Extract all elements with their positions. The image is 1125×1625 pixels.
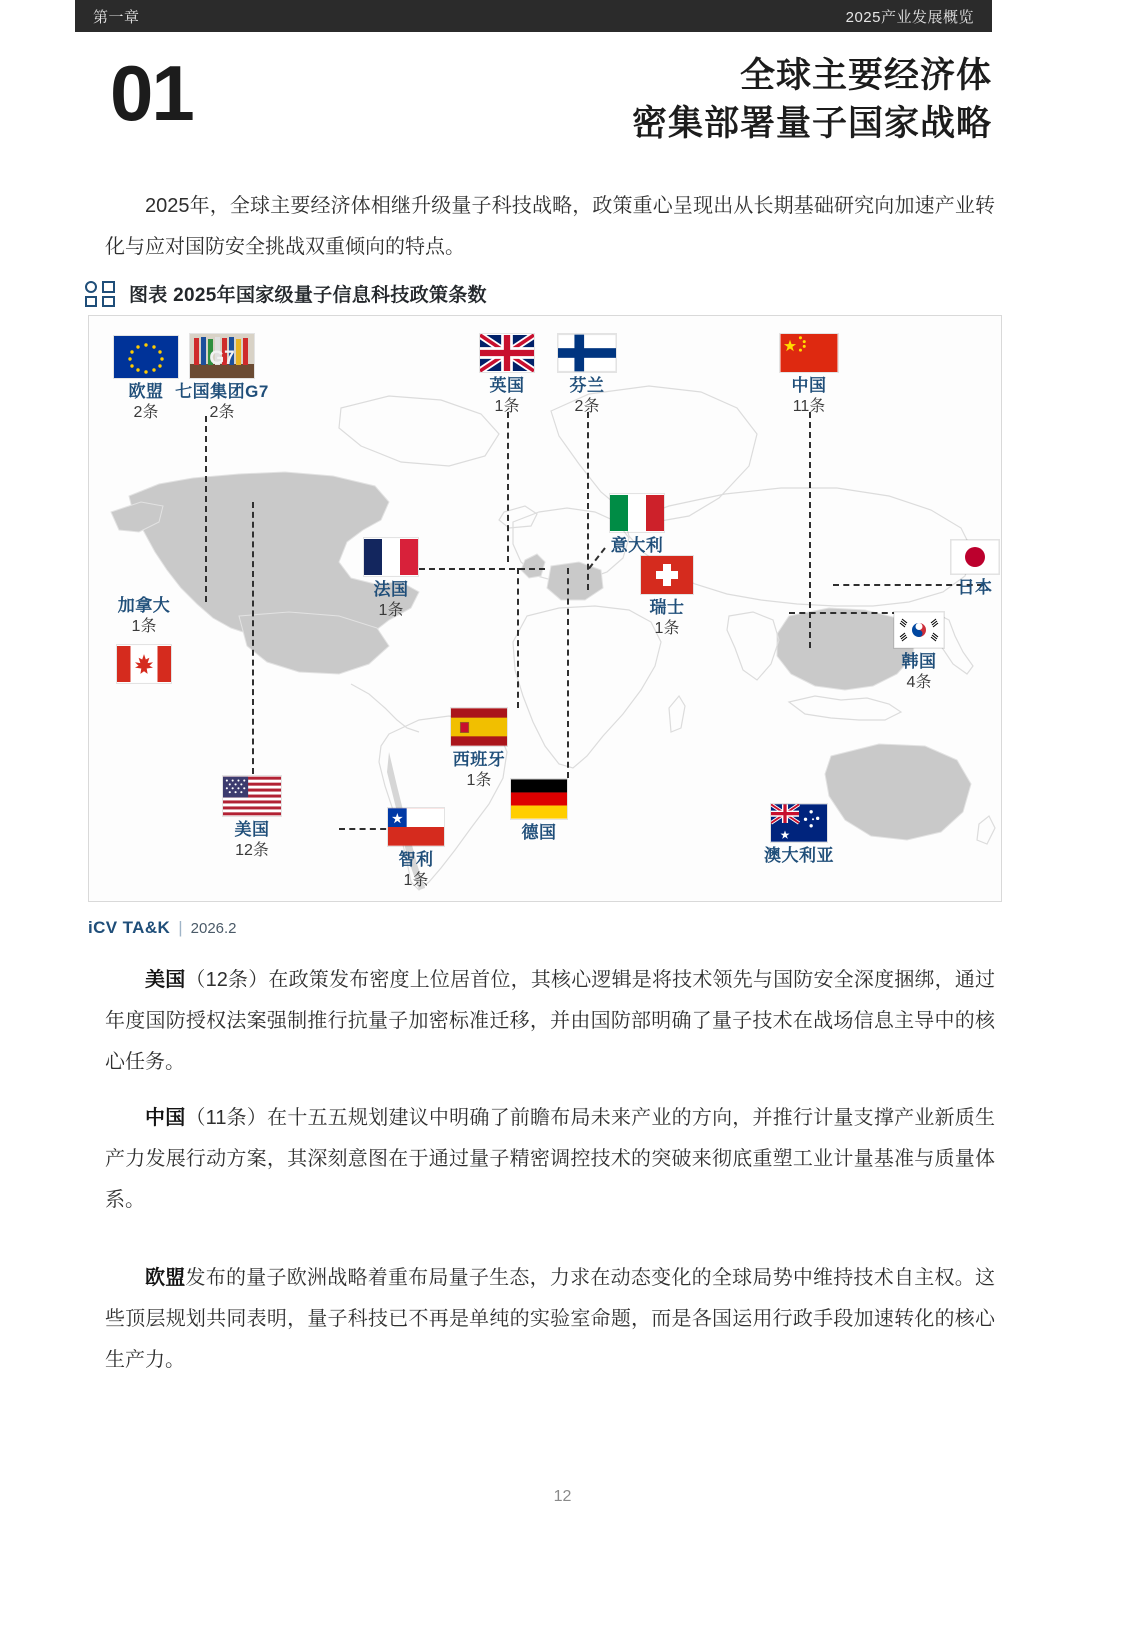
running-header <box>75 0 992 32</box>
china-flag <box>780 334 838 372</box>
map-marker-france[interactable] <box>321 538 461 621</box>
map-marker-japan[interactable] <box>905 540 1002 599</box>
chart-grid-icon <box>85 281 115 307</box>
map-marker-count: 2条 <box>209 403 235 421</box>
body-paragraph-usa <box>105 960 995 1083</box>
map-marker-label: 德国 <box>521 823 557 842</box>
map-marker-label: 西班牙 <box>452 750 506 769</box>
finland-flag <box>558 334 616 372</box>
france-flag <box>364 538 418 576</box>
map-marker-label: 澳大利亚 <box>764 846 834 865</box>
leader-line-canada <box>205 416 207 602</box>
map-marker-label: 加拿大 <box>117 596 171 615</box>
map-marker-label: 欧盟 <box>128 382 164 401</box>
g7-flag <box>190 334 254 378</box>
map-marker-label: 芬兰 <box>569 376 605 395</box>
body-paragraph-china-text: （11条）在十五五规划建议中明确了前瞻布局未来产业的方向，并推行计量支撑产业新质生产力发展行动方案，其深刻意图在于通过量子精密调控技术的突破来彻底重塑工业计量基准与质量体系。 <box>105 1107 995 1211</box>
korea-flag <box>894 612 944 648</box>
japan-flag <box>951 540 999 574</box>
map-marker-korea[interactable] <box>849 612 989 693</box>
map-marker-label: 意大利 <box>610 536 664 555</box>
map-marker-label: 英国 <box>489 376 525 395</box>
map-marker-count: 1条 <box>494 397 520 415</box>
switzerland-flag <box>641 556 693 594</box>
map-marker-count: 1条 <box>403 871 429 889</box>
page-title <box>632 52 992 149</box>
map-marker-count: 1条 <box>466 771 492 789</box>
map-marker-label: 法国 <box>373 580 409 599</box>
map-marker-count: 1条 <box>654 619 680 637</box>
source-separator: | <box>178 918 183 937</box>
spain-flag <box>451 708 507 746</box>
map-canvas <box>89 316 1001 901</box>
map-marker-canada[interactable] <box>88 596 214 687</box>
map-marker-label: 智利 <box>398 850 434 869</box>
map-marker-chile[interactable] <box>346 808 486 891</box>
leader-line-spain <box>517 568 519 708</box>
map-marker-label: 韩国 <box>901 652 937 671</box>
figure-caption-text: 图表 2025年国家级量子信息科技政策条数 <box>129 285 487 306</box>
running-header-chapter: 第一章 <box>93 8 140 26</box>
map-marker-count: 2条 <box>133 403 159 421</box>
leader-line-germany <box>567 568 569 778</box>
australia-flag <box>771 804 827 842</box>
canada-flag <box>117 645 171 683</box>
germany-flag <box>511 779 567 819</box>
map-marker-australia[interactable] <box>729 804 869 867</box>
body-paragraph-eu-lead: 欧盟 <box>145 1267 186 1289</box>
map-marker-finland[interactable] <box>517 334 657 417</box>
italy-flag <box>610 494 664 532</box>
map-marker-usa[interactable] <box>182 776 322 861</box>
figure-caption <box>85 280 487 307</box>
map-marker-italy[interactable] <box>567 494 707 557</box>
svg-text:G7: G7 <box>209 348 235 369</box>
map-marker-switzerland[interactable] <box>597 556 737 639</box>
usa-flag <box>223 776 281 816</box>
map-marker-count: 4条 <box>906 673 932 691</box>
figure-source <box>88 918 237 938</box>
map-marker-count: 11条 <box>792 397 826 415</box>
map-marker-germany[interactable] <box>469 779 609 844</box>
map-marker-label: 日本 <box>957 578 993 597</box>
running-header-title: 2025产业发展概览 <box>845 8 974 26</box>
source-brand: iCV TA&K <box>88 918 171 937</box>
map-marker-label: 中国 <box>791 376 827 395</box>
world-map-figure <box>88 315 1002 902</box>
source-date: 2026.2 <box>190 920 237 937</box>
map-marker-count: 1条 <box>378 601 404 619</box>
page-title-line1: 全球主要经济体 <box>739 56 992 95</box>
chapter-number: 01 <box>110 49 193 137</box>
chapter-title-block <box>75 49 992 162</box>
map-marker-count: 2条 <box>574 397 600 415</box>
body-paragraph-china-lead: 中国 <box>145 1107 186 1129</box>
map-marker-count: 1条 <box>131 617 157 635</box>
page-number: 12 <box>553 1488 572 1505</box>
leader-line-uk <box>507 412 509 562</box>
map-marker-g7[interactable] <box>152 334 292 423</box>
intro-paragraph: 2025年，全球主要经济体相继升级量子科技战略，政策重心呈现出从长期基础研究向加速产业转化与应对国防安全挑战双重倾向的特点。 <box>105 195 995 258</box>
page-title-line2: 密集部署量子国家战略 <box>631 104 992 144</box>
body-paragraph-eu-text: 发布的量子欧洲战略着重布局量子生态，力求在动态变化的全球局势中维持技术自主权。这些顶层规划共同表明，量子科技已不再是单纯的实验室命题，而是各国运用行政手段加速转化的核心生产力。 <box>105 1267 996 1371</box>
map-marker-label: 美国 <box>234 820 270 839</box>
map-marker-count: 12条 <box>235 841 269 859</box>
body-paragraph-usa-text: （12条）在政策发布密度上位居首位，其核心逻辑是将技术领先与国防安全深度捆绑，通过年度国防授权法案强制推行抗量子加密标准迁移，并由国防部明确了量子技术在战场信息主导中的核心任务。 <box>105 969 996 1073</box>
map-marker-label: 七国集团G7 <box>175 382 269 401</box>
leader-line-usa <box>252 502 254 774</box>
map-marker-china[interactable] <box>739 334 879 417</box>
map-marker-label: 瑞士 <box>649 598 685 617</box>
body-paragraph-eu <box>105 1258 995 1381</box>
chile-flag <box>388 808 444 846</box>
body-paragraph-usa-lead: 美国 <box>145 969 186 991</box>
body-paragraph-china <box>105 1098 995 1221</box>
